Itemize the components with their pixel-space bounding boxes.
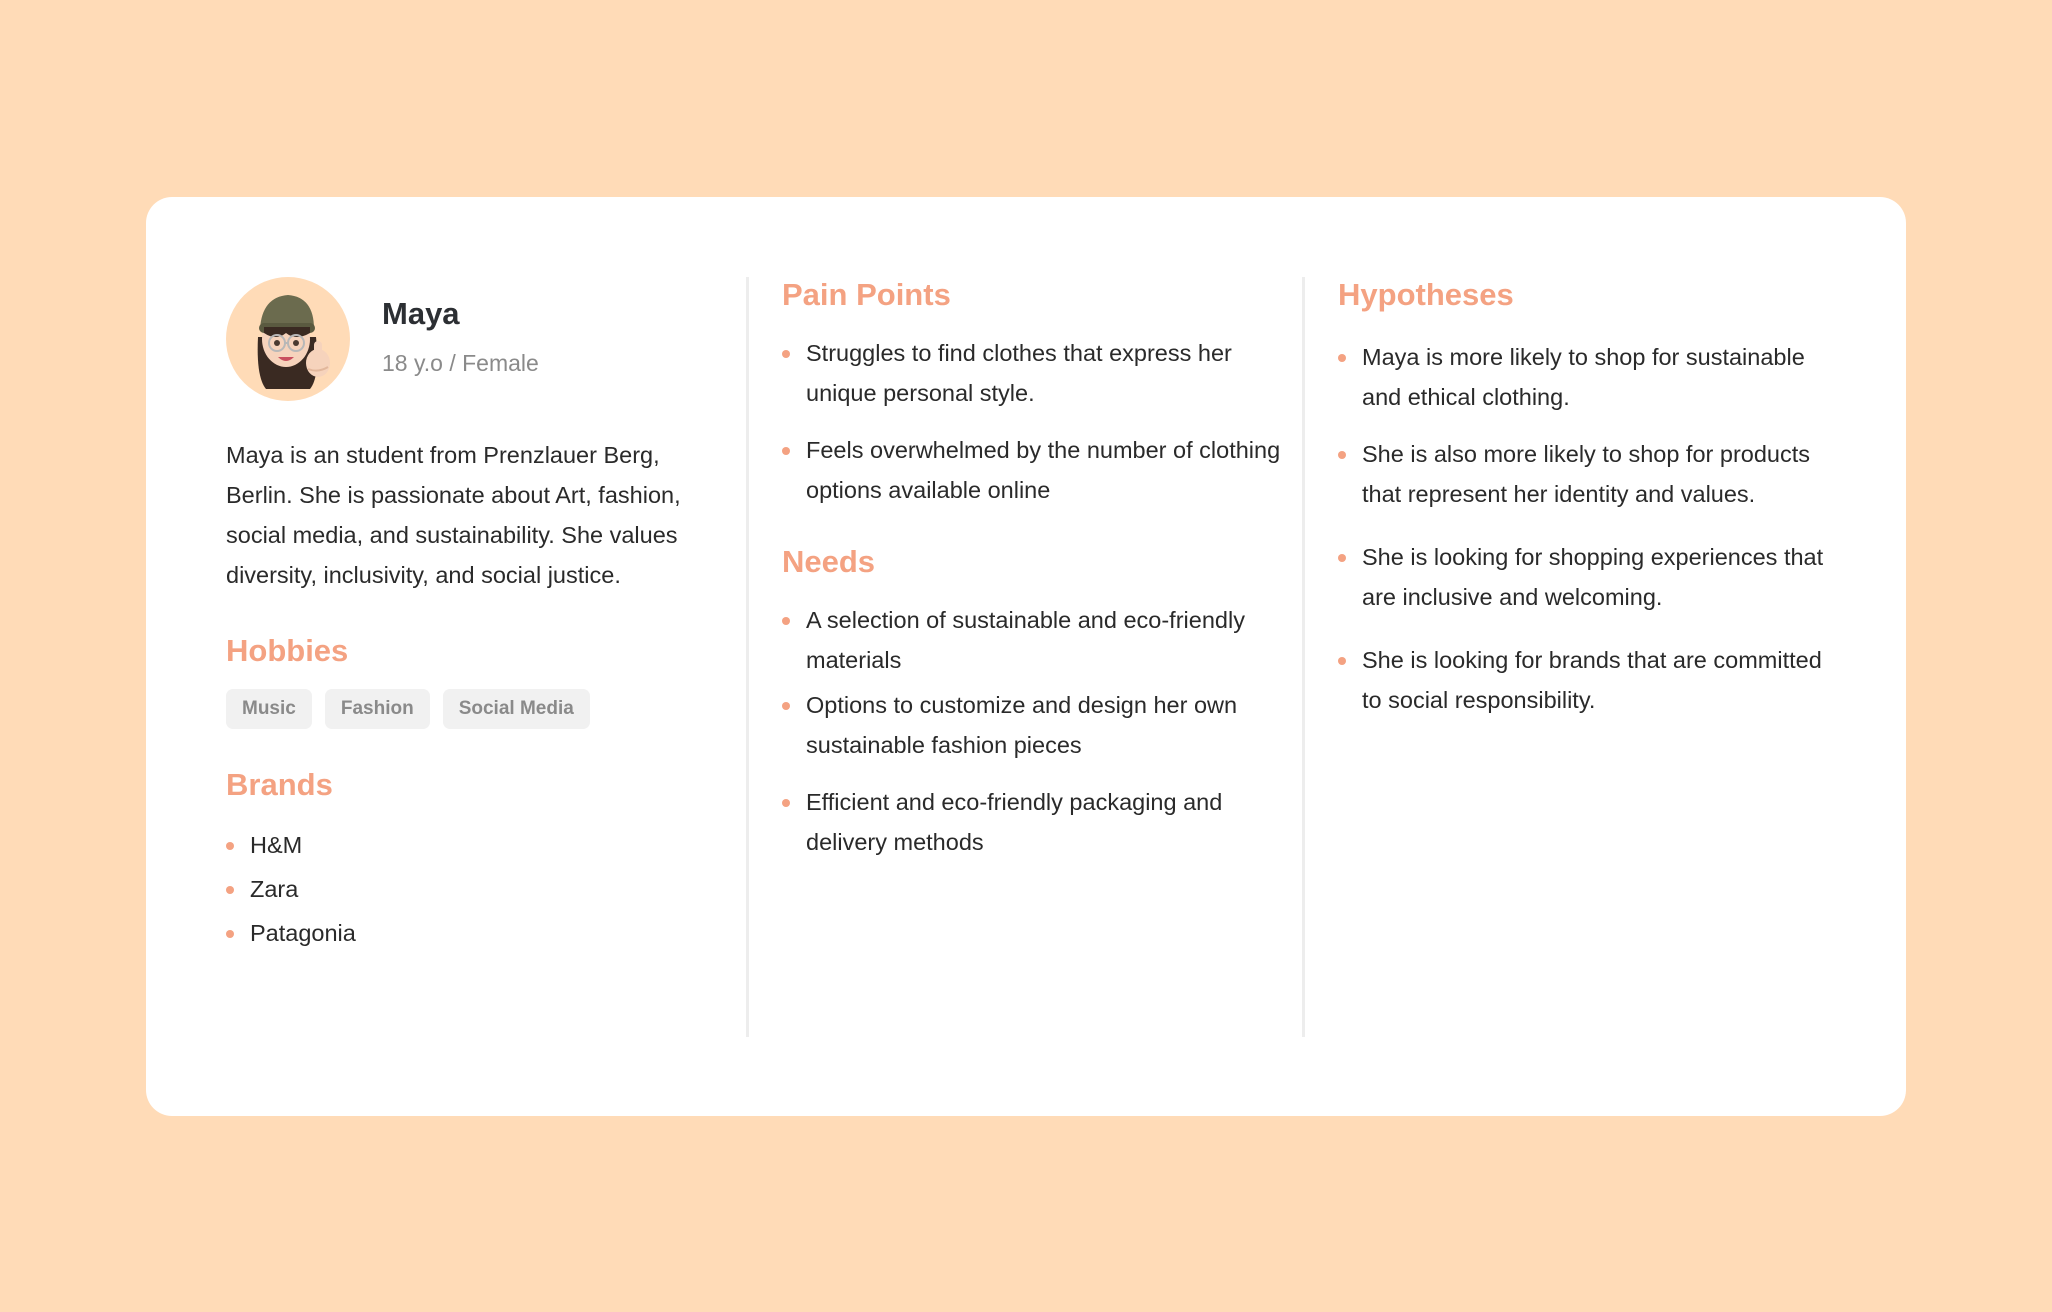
profile-header bbox=[226, 277, 726, 401]
list-item bbox=[782, 782, 1292, 862]
pain-point-text: Struggles to find clothes that express her unique personal style. bbox=[806, 340, 1232, 406]
column-divider bbox=[746, 277, 749, 1037]
hypotheses-title: Hypotheses bbox=[1338, 277, 1514, 312]
bullet-icon bbox=[782, 702, 790, 710]
list-item bbox=[1338, 434, 1838, 514]
list-item bbox=[782, 430, 1292, 510]
bullet-icon bbox=[1338, 554, 1346, 562]
list-item bbox=[782, 685, 1292, 765]
brand-label: H&M bbox=[250, 832, 303, 858]
hobby-tags bbox=[226, 689, 726, 729]
bullet-icon bbox=[1338, 354, 1346, 362]
persona-bio: Maya is an student from Prenzlauer Berg, Berlin. She is passionate about Art, fashion, social media, and sustainability. She values diversity, inclusivity, and social justice. bbox=[226, 442, 681, 588]
identity-block bbox=[382, 296, 539, 377]
hypotheses-column bbox=[1338, 277, 1838, 720]
list-item bbox=[226, 867, 726, 911]
hobby-tag: Fashion bbox=[325, 689, 430, 729]
needs-list bbox=[782, 600, 1292, 862]
list-item bbox=[1338, 337, 1838, 417]
list-item bbox=[226, 823, 726, 867]
list-item bbox=[782, 333, 1292, 413]
list-item bbox=[226, 911, 726, 955]
hobby-tag: Music bbox=[226, 689, 312, 729]
bullet-icon bbox=[226, 842, 234, 850]
pain-points-list bbox=[782, 333, 1292, 510]
hobby-tag: Social Media bbox=[443, 689, 590, 729]
needs-title: Needs bbox=[782, 544, 876, 579]
hypothesis-text: Maya is more likely to shop for sustainable and ethical clothing. bbox=[1362, 344, 1805, 410]
brands-title: Brands bbox=[226, 767, 333, 802]
hypothesis-text: She is looking for brands that are committed to social responsibility. bbox=[1362, 647, 1822, 713]
persona-name: Maya bbox=[382, 295, 460, 331]
need-text: Efficient and eco-friendly packaging and delivery methods bbox=[806, 789, 1223, 855]
bullet-icon bbox=[226, 930, 234, 938]
list-item bbox=[1338, 537, 1838, 617]
list-item bbox=[1338, 640, 1838, 720]
bullet-icon bbox=[1338, 657, 1346, 665]
brand-label: Zara bbox=[250, 876, 299, 902]
hypothesis-text: She is looking for shopping experiences that are inclusive and welcoming. bbox=[1362, 544, 1824, 610]
bullet-icon bbox=[782, 350, 790, 358]
brand-label: Patagonia bbox=[250, 920, 356, 946]
memoji-avatar-icon bbox=[226, 277, 350, 401]
need-text: A selection of sustainable and eco-friendly materials bbox=[806, 607, 1245, 673]
column-divider bbox=[1302, 277, 1305, 1037]
bullet-icon bbox=[1338, 451, 1346, 459]
hypothesis-text: She is also more likely to shop for products that represent her identity and values. bbox=[1362, 441, 1811, 507]
profile-column bbox=[226, 277, 726, 955]
bullet-icon bbox=[782, 617, 790, 625]
brands-list bbox=[226, 823, 726, 955]
pain-needs-column bbox=[782, 277, 1292, 862]
need-text: Options to customize and design her own sustainable fashion pieces bbox=[806, 692, 1238, 758]
pain-point-text: Feels overwhelmed by the number of clothing options available online bbox=[806, 437, 1281, 503]
hypotheses-list bbox=[1338, 337, 1838, 720]
hobbies-title: Hobbies bbox=[226, 633, 349, 668]
persona-card bbox=[146, 197, 1906, 1116]
pain-points-title: Pain Points bbox=[782, 277, 951, 312]
bullet-icon bbox=[782, 447, 790, 455]
persona-meta: 18 y.o / Female bbox=[382, 349, 539, 376]
avatar bbox=[226, 277, 350, 401]
bullet-icon bbox=[226, 886, 234, 894]
list-item bbox=[782, 600, 1292, 680]
bullet-icon bbox=[782, 799, 790, 807]
